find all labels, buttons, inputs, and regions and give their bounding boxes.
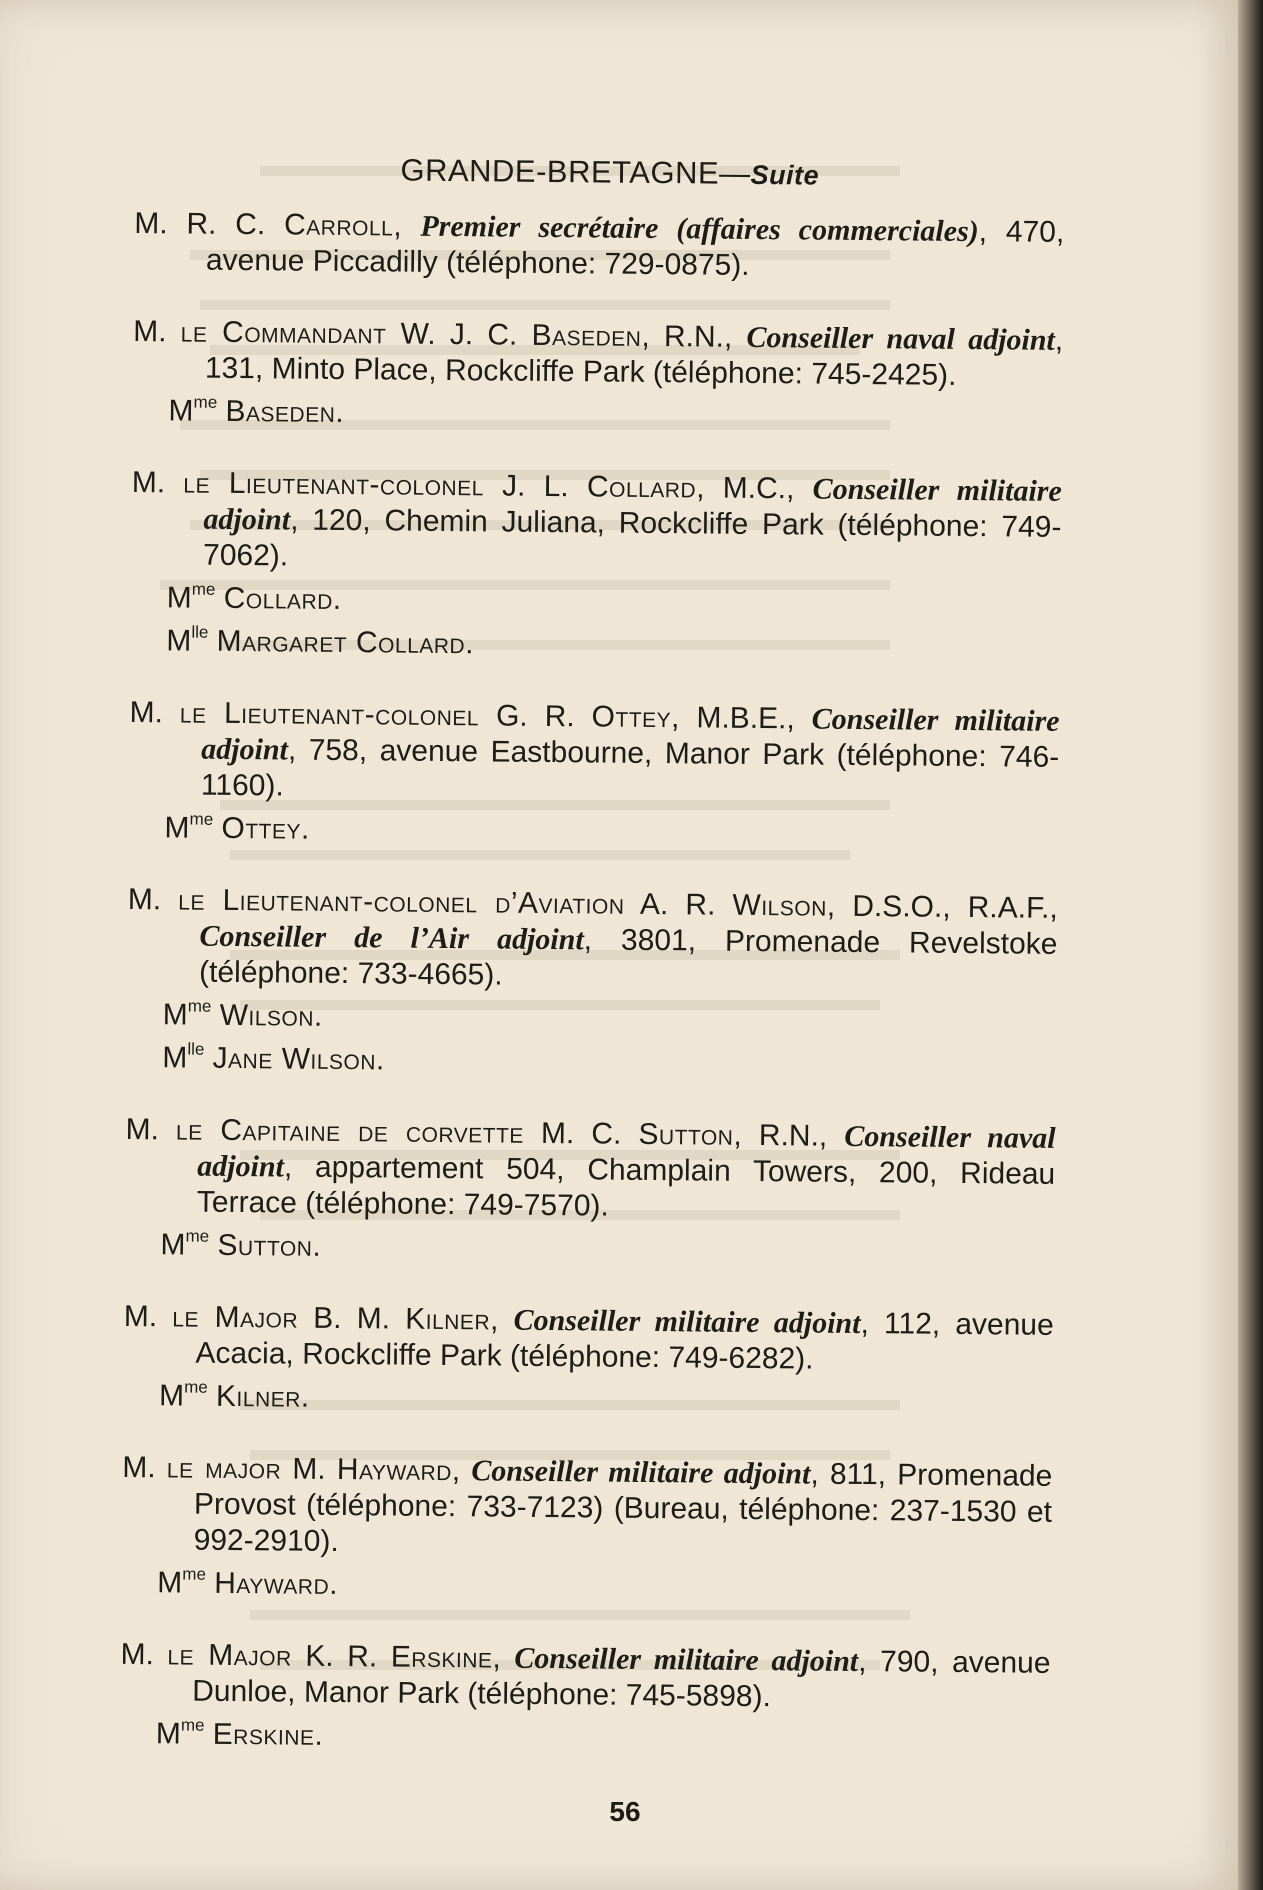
directory-entry (132, 314, 1063, 438)
spouse-prefix: M (155, 1717, 181, 1751)
spouse-prefix-superscript: lle (187, 1039, 205, 1059)
entry-separator: , D.S.O., R.A.F., (826, 889, 1058, 925)
entry-separator: , (393, 209, 421, 243)
entry-rank: le Major (172, 1300, 299, 1335)
entry-text (120, 1637, 1051, 1718)
spouse-prefix-superscript: lle (191, 622, 209, 642)
entry-name: Carroll (283, 208, 394, 243)
spouse-prefix: M (166, 581, 192, 615)
entry-lead: M. (120, 1637, 168, 1672)
entry-title: Conseiller militaire adjoint (514, 1641, 859, 1679)
spouse-line (123, 1371, 1053, 1423)
directory-entry (130, 465, 1062, 668)
entry-initials: B. M. (297, 1301, 406, 1336)
spouse-prefix: M (157, 1566, 183, 1600)
entry-address: , 131, Minto Place, Rockcliffe Park (téléphone: 745-2425). (204, 323, 1064, 392)
spouse-line (126, 1033, 1056, 1085)
heading-suite: Suite (750, 159, 820, 191)
entry-address: , 3801, Promenade Revelstoke (téléphone: 733-4665). (198, 923, 1058, 992)
entry-title: Conseiller de l’Air adjoint (199, 919, 584, 957)
spouse-line (121, 1558, 1051, 1610)
entry-name: Wilson (732, 888, 827, 923)
spouse-prefix: M (162, 998, 188, 1032)
spouse-name: Wilson. (219, 998, 323, 1033)
entry-title: Conseiller naval adjoint (197, 1119, 1056, 1184)
entry-initials: M. (281, 1452, 338, 1486)
spouse-prefix-superscript: me (184, 1377, 208, 1397)
entry-rank: le Lieutenant-colonel (179, 696, 480, 733)
spouse-prefix: M (162, 1041, 188, 1075)
entry-name: Sutton (638, 1117, 734, 1152)
entry-lead: M. (129, 695, 181, 730)
entry-separator: , (451, 1454, 472, 1488)
page-content (119, 150, 1065, 1797)
entry-separator: , R.N., (733, 1118, 845, 1153)
spouse-prefix-superscript: me (185, 1226, 210, 1246)
directory-entry (124, 1112, 1055, 1272)
spouse-line (124, 1220, 1054, 1272)
spouse-prefix: M (158, 1379, 185, 1413)
entry-rank: le Lieutenant-colonel (183, 466, 485, 503)
entry-address: , 790, avenue Dunloe, Manor Park (téléphone: 745-5898). (192, 1645, 1051, 1714)
section-heading (135, 150, 1065, 195)
spouse-line (128, 803, 1058, 855)
spouse-name: Margaret Collard. (216, 624, 475, 661)
entry-lead: M. (133, 314, 181, 349)
spouse-prefix-superscript: me (193, 392, 218, 412)
page-number: 56 (609, 1796, 641, 1827)
entry-text (123, 1299, 1054, 1380)
entry-separator: , R.N., (641, 319, 747, 354)
spouse-prefix-superscript: me (191, 579, 216, 599)
entry-rank: le Commandant (180, 315, 387, 351)
entry-address: , 811, Promenade Provost (téléphone: 733-7123) (Bureau, téléphone: 237-1530 et 992-2910). (193, 1457, 1053, 1559)
entry-initials: A. R. (624, 887, 733, 922)
entry-lead: M. R. C. (134, 206, 285, 242)
entry-initials: M. C. (523, 1116, 639, 1151)
entry-initials: G. R. (478, 699, 592, 734)
heading-country: GRANDE-BRETAGNE— (400, 152, 751, 191)
entry-rank: le Capitaine de corvette (175, 1113, 525, 1150)
entry-rank: le Major (167, 1638, 292, 1673)
spouse-name: Baseden. (225, 394, 345, 430)
entry-address: , 112, avenue Acacia, Rockcliffe Park (téléphone: 749-6282). (195, 1307, 1054, 1376)
spouse-line (132, 386, 1062, 438)
entry-title: Premier secrétaire (affaires commerciales) (420, 209, 979, 249)
directory-entry (123, 1299, 1054, 1423)
spouse-name: Sutton. (217, 1228, 322, 1263)
spouse-prefix-superscript: me (189, 809, 214, 829)
entry-text (127, 882, 1058, 999)
entry-address: , appartement 504, Champlain Towers, 200, Rideau Terrace (téléphone: 749-7570). (196, 1150, 1056, 1223)
entry-separator: , (489, 1303, 514, 1337)
entry-initials: W. J. C. (386, 317, 532, 352)
entry-name: Collard (586, 470, 697, 505)
entry-text (131, 465, 1062, 582)
entry-rank: le major (166, 1451, 282, 1486)
entry-name: Ottey (591, 700, 672, 735)
entry-title: Conseiller naval adjoint (746, 320, 1056, 357)
spouse-prefix: M (160, 1228, 186, 1262)
spouse-prefix-superscript: me (187, 996, 212, 1016)
entry-rank: le Lieutenant-colonel d’Aviation (178, 883, 625, 921)
entry-list (120, 206, 1065, 1761)
directory-entry (120, 1637, 1051, 1761)
entry-lead: M. (125, 1112, 177, 1147)
entry-separator: , M.C., (695, 471, 813, 506)
entry-text (121, 1450, 1052, 1567)
spouse-name: Ottey. (221, 811, 310, 846)
entry-separator: , M.B.E., (670, 701, 812, 736)
entry-initials: K. R. (291, 1639, 391, 1674)
directory-entry (126, 882, 1058, 1085)
spouse-prefix: M (166, 624, 192, 658)
entry-lead: M. (127, 882, 179, 917)
entry-text (129, 695, 1060, 812)
entry-initials: J. L. (483, 469, 588, 504)
page-edge-shadow (1238, 0, 1263, 1890)
entry-lead: M. (131, 465, 184, 500)
spouse-prefix-superscript: me (180, 1715, 205, 1735)
entry-name: Erskine (390, 1640, 493, 1675)
spouse-line (120, 1709, 1050, 1761)
entry-address: , 120, Chemin Juliana, Rockcliffe Park (téléphone: 749-7062). (202, 503, 1062, 573)
entry-address: , 470, avenue Piccadilly (téléphone: 729-0875). (205, 215, 1065, 282)
entry-text (134, 206, 1065, 287)
entry-address: , 758, avenue Eastbourne, Manor Park (téléphone: 746-1160). (200, 733, 1060, 803)
spouse-line (130, 616, 1060, 668)
entry-name: Hayward (336, 1452, 453, 1488)
entry-title: Conseiller militaire adjoint (203, 472, 1062, 537)
spouse-prefix-superscript: me (182, 1564, 207, 1584)
entry-name: Baseden (531, 318, 642, 353)
entry-text (133, 314, 1064, 395)
spouse-name: Erskine. (212, 1717, 324, 1752)
spouse-name: Collard. (223, 581, 342, 617)
directory-entry (134, 206, 1065, 287)
entry-title: Conseiller militaire adjoint (513, 1303, 861, 1341)
spouse-prefix: M (168, 394, 194, 428)
entry-name: Kilner (405, 1302, 491, 1337)
entry-lead: M. (122, 1450, 168, 1485)
entry-separator: , (492, 1641, 515, 1675)
directory-entry (121, 1450, 1052, 1610)
entry-title: Conseiller militaire adjoint (471, 1454, 811, 1491)
spouse-name: Kilner. (215, 1379, 310, 1414)
entry-title: Conseiller militaire adjoint (201, 702, 1060, 767)
entry-lead: M. (123, 1299, 173, 1334)
spouse-prefix: M (164, 811, 190, 845)
directory-entry (128, 695, 1059, 855)
entry-text (125, 1112, 1056, 1229)
spouse-name: Hayward. (214, 1566, 339, 1602)
spouse-name: Jane Wilson. (212, 1041, 385, 1077)
